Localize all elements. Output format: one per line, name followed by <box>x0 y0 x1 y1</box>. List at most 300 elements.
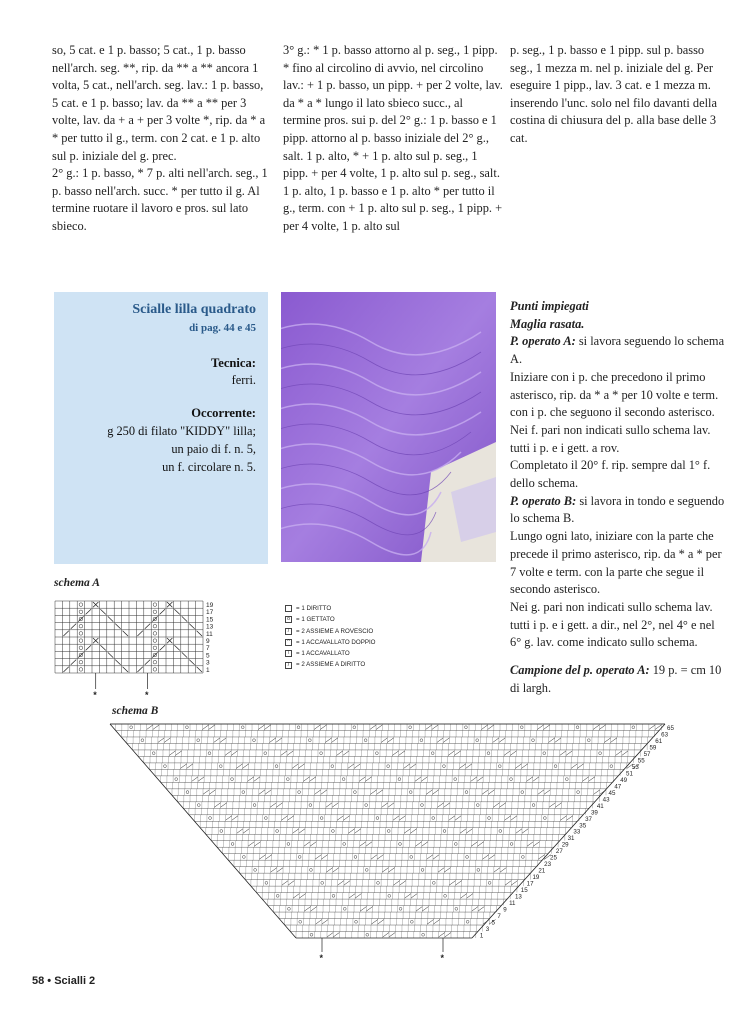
decrease-stitch-mark <box>649 725 655 729</box>
decrease-stitch-mark <box>189 624 194 629</box>
decrease-stitch-mark <box>366 907 372 911</box>
decrease-stitch-mark <box>202 725 208 729</box>
decrease-stitch-mark <box>567 816 573 820</box>
yarn-over-mark <box>309 804 312 807</box>
decrease-stitch-mark <box>254 842 260 846</box>
decrease-stitch-mark <box>444 803 450 807</box>
decrease-stitch-mark <box>192 777 198 781</box>
decrease-stitch-mark <box>527 777 533 781</box>
yarn-over-mark <box>455 907 458 910</box>
decrease-stitch-mark <box>137 631 142 636</box>
yarn-over-mark <box>377 881 380 884</box>
heading: Punti impiegati <box>510 299 589 313</box>
row-number: 25 <box>550 854 557 862</box>
yarn-over-mark <box>286 778 289 781</box>
decrease-stitch-mark <box>137 667 142 672</box>
decrease-stitch-mark <box>299 829 305 833</box>
row-number: 31 <box>567 835 575 843</box>
yarn-over-mark <box>288 907 291 910</box>
decrease-stitch-mark <box>332 738 338 742</box>
decrease-stitch-mark <box>515 764 521 768</box>
yarn-over-mark <box>465 726 468 729</box>
decrease-stitch-mark <box>160 609 165 614</box>
decrease-stitch-mark <box>182 616 187 621</box>
row-number: 19 <box>206 602 214 609</box>
decrease-stitch-mark <box>392 751 398 755</box>
decrease-stitch-mark <box>214 803 220 807</box>
decrease-stitch-mark <box>354 764 360 768</box>
decrease-stitch-mark <box>466 829 472 833</box>
yarn-over-mark <box>520 726 523 729</box>
row-number: 1 <box>206 666 210 674</box>
row-number: 61 <box>655 737 663 745</box>
row-number: 17 <box>206 609 214 617</box>
decrease-stitch-mark <box>376 725 382 729</box>
yarn-over-mark <box>242 791 245 794</box>
decrease-stitch-mark <box>467 894 473 898</box>
decrease-stitch-mark <box>477 842 483 846</box>
paragraph: Lungo ogni lato, iniziare con la parte che precede il primo asterisco, rip. da * a * per 7 volte e term. con la parte che segue il secondo asterisco. <box>510 529 722 597</box>
decrease-stitch-mark <box>426 790 432 794</box>
paragraph <box>510 662 728 697</box>
paragraph: so, 5 cat. e 1 p. basso; 5 cat., 1 p. basso nell'arch. seg. **, rip. da ** a ** ancora 1 volta, 5 cat., nell'arch. seg. lav.: 1 p. basso, 5 cat. e 1 p. basso; lav. da ** a ** per 3 volte, lav. da + a + per 3 volte *, rip. da * a * per tutto il g., term. con 2 cat. e 1 p. alto sul p. iniziale del g. prec. <box>52 43 266 163</box>
yarn-over-mark <box>79 639 83 643</box>
yarn-over-mark <box>610 765 613 768</box>
decrease-stitch-mark <box>100 609 105 614</box>
yarn-over-mark <box>298 856 301 859</box>
row-number: 11 <box>206 630 213 638</box>
decrease-stitch-mark <box>493 738 499 742</box>
pattern-pages: di pag. 44 e 45 <box>189 322 256 334</box>
purl-two-together-symbol-icon: / <box>285 628 292 635</box>
yarn-over-mark <box>153 610 157 614</box>
yarn-over-mark <box>355 920 358 923</box>
decrease-stitch-mark <box>426 725 432 729</box>
decrease-stitch-mark <box>348 829 354 833</box>
decrease-stitch-mark <box>160 645 165 650</box>
yarn-over-mark <box>231 778 234 781</box>
yarn-over-mark <box>298 791 301 794</box>
row-number: 13 <box>514 893 522 901</box>
yarn-over-mark <box>420 739 423 742</box>
decrease-stitch-mark <box>505 816 511 820</box>
decrease-stitch-mark <box>147 725 153 729</box>
decrease-stitch-mark <box>482 790 488 794</box>
decrease-stitch-mark <box>325 738 331 742</box>
yarn-over-mark <box>410 856 413 859</box>
decrease-stitch-mark <box>189 660 194 665</box>
yarn-over-mark <box>354 856 357 859</box>
stitch-instructions <box>510 298 728 697</box>
yarn-over-mark <box>353 726 356 729</box>
decrease-stitch-mark <box>500 868 506 872</box>
decrease-stitch-mark <box>220 738 226 742</box>
yarn-over-mark <box>466 856 469 859</box>
decrease-stitch-mark <box>454 751 460 755</box>
decrease-stitch-mark <box>337 751 343 755</box>
yarn-over-mark <box>466 920 469 923</box>
row-number: 57 <box>643 750 651 758</box>
decrease-stitch-mark <box>405 894 411 898</box>
decrease-stitch-mark <box>304 907 310 911</box>
yarn-over-mark <box>565 778 568 781</box>
decrease-stitch-mark <box>276 738 282 742</box>
decrease-stitch-mark <box>153 725 159 729</box>
decrease-stitch-mark <box>571 764 577 768</box>
yarn-over-mark <box>231 843 234 846</box>
decrease-stitch-mark <box>333 868 339 872</box>
double-decrease-symbol-icon: ^ <box>285 639 292 646</box>
chart-border <box>472 724 665 938</box>
decrease-stitch-mark <box>360 907 366 911</box>
decrease-stitch-mark <box>314 725 320 729</box>
decrease-stitch-mark <box>478 907 484 911</box>
decrease-stitch-mark <box>220 803 226 807</box>
decrease-stitch-mark <box>521 764 527 768</box>
decrease-stitch-mark <box>271 868 277 872</box>
decrease-stitch-mark <box>366 842 372 846</box>
row-number: 45 <box>608 789 616 797</box>
row-number: 55 <box>637 757 645 765</box>
row-number: 17 <box>526 880 534 888</box>
row-number: 7 <box>497 913 501 921</box>
decrease-stitch-mark <box>488 725 494 729</box>
paragraph: Iniziare con i p. che precedono il primo asterisco, rip. da * a * per 10 volte e term. con i p. che seguono il secondo asterisco. Nei f. pari non indicati sullo schema lav. tutti i p. e i gett. a rov. <box>510 369 719 455</box>
decrease-stitch-mark <box>432 725 438 729</box>
decrease-stitch-mark <box>115 624 120 629</box>
row-number: 5 <box>491 919 495 927</box>
decrease-stitch-mark <box>537 725 543 729</box>
decrease-stitch-mark <box>566 751 572 755</box>
decrease-stitch-mark <box>599 725 605 729</box>
decrease-stitch-mark <box>421 777 427 781</box>
decrease-stitch-mark <box>86 609 91 614</box>
yarn-over-mark <box>264 817 267 820</box>
decrease-stitch-mark <box>415 777 421 781</box>
decrease-stitch-mark <box>437 738 443 742</box>
decrease-stitch-mark <box>242 764 248 768</box>
decrease-stitch-mark <box>86 645 91 650</box>
decrease-stitch-mark <box>432 790 438 794</box>
row-number: 1 <box>479 932 484 940</box>
yarn-over-mark <box>79 603 83 607</box>
yarn-over-mark <box>388 894 391 897</box>
yarn-over-mark <box>186 726 189 729</box>
row-number: 19 <box>532 874 540 882</box>
decrease-stitch-mark <box>299 894 305 898</box>
yarn-over-mark <box>454 843 457 846</box>
decrease-stitch-mark <box>527 842 533 846</box>
decrease-stitch-mark <box>387 738 393 742</box>
text-column-2 <box>283 42 503 236</box>
decrease-stitch-mark <box>248 777 254 781</box>
tecnica-label: Tecnica: <box>210 356 256 370</box>
decrease-stitch-mark <box>322 920 328 924</box>
heading: Maglia rasata. <box>510 316 585 331</box>
row-number: 37 <box>585 815 593 823</box>
yarn-over-mark <box>632 726 635 729</box>
decrease-stitch-mark <box>549 803 555 807</box>
decrease-stitch-mark <box>288 881 294 885</box>
legend-item: o = 1 GETTATO <box>285 614 376 625</box>
decrease-stitch-mark <box>326 868 332 872</box>
paragraph <box>510 493 728 528</box>
yarn-over-mark <box>332 830 335 833</box>
decrease-stitch-mark <box>327 933 333 937</box>
row-number: 35 <box>579 822 587 830</box>
yarn-over-mark <box>241 726 244 729</box>
row-number: 49 <box>620 776 628 784</box>
yarn-over-mark <box>521 791 524 794</box>
yarn-over-mark <box>264 752 267 755</box>
yarn-over-mark <box>153 660 157 664</box>
decrease-stitch-mark <box>123 667 128 672</box>
decrease-stitch-mark <box>321 790 327 794</box>
yarn-over-mark <box>153 632 157 636</box>
decrease-stitch-mark <box>203 790 209 794</box>
decrease-stitch-mark <box>594 790 600 794</box>
decrease-stitch-mark <box>393 816 399 820</box>
text-column-3 <box>510 42 728 148</box>
decrease-stitch-mark <box>510 751 516 755</box>
knit-two-together-symbol-icon: / <box>285 662 292 669</box>
row-number: 53 <box>631 763 639 771</box>
decrease-stitch-mark <box>382 868 388 872</box>
decrease-stitch-mark <box>416 907 422 911</box>
text: si lavora in tondo e seguendo lo schema B. <box>510 493 725 526</box>
decrease-stitch-mark <box>477 777 483 781</box>
yarn-over-mark <box>375 752 378 755</box>
decrease-stitch-mark <box>209 725 215 729</box>
decrease-stitch-mark <box>372 920 378 924</box>
row-number: 15 <box>206 616 214 624</box>
decrease-stitch-mark <box>282 881 288 885</box>
yarn-over-mark <box>254 869 257 872</box>
decrease-stitch-mark <box>370 790 376 794</box>
yarn-over-mark <box>443 830 446 833</box>
decrease-stitch-mark <box>348 764 354 768</box>
decrease-stitch-mark <box>449 816 455 820</box>
yarn-over-mark <box>320 752 323 755</box>
decrease-stitch-mark <box>174 645 179 650</box>
decrease-stitch-mark <box>456 881 462 885</box>
decrease-stitch-mark <box>265 790 271 794</box>
yarn-over-mark <box>320 817 323 820</box>
yarn-over-mark <box>465 791 468 794</box>
decrease-stitch-mark <box>444 868 450 872</box>
repeat-asterisk: * <box>440 953 445 963</box>
decrease-stitch-mark <box>344 881 350 885</box>
schema-b-label: schema B <box>112 705 159 717</box>
legend-item: \ = 1 ACCAVALLATO <box>285 648 376 659</box>
row-number: 15 <box>520 887 528 895</box>
label: P. operato B: <box>510 493 577 508</box>
decrease-stitch-mark <box>174 609 179 614</box>
yarn-over-mark <box>577 791 580 794</box>
decrease-stitch-mark <box>145 660 150 665</box>
decrease-stitch-mark <box>303 777 309 781</box>
decrease-stitch-mark <box>100 645 105 650</box>
decrease-stitch-mark <box>415 842 421 846</box>
decrease-stitch-mark <box>449 881 455 885</box>
yarn-over-mark <box>476 739 479 742</box>
yarn-over-mark <box>186 791 189 794</box>
yarn-over-mark <box>587 739 590 742</box>
paragraph: Nei g. pari non indicati sullo schema lav. tutti i p. e i gett. a dir., nel 2°, nel 4° e nel 6° g. lav. come indicato sullo schema. <box>510 599 715 650</box>
row-number: 47 <box>614 783 622 791</box>
decrease-stitch-mark <box>411 894 417 898</box>
yarn-over-mark <box>308 739 311 742</box>
decrease-stitch-mark <box>298 764 304 768</box>
row-number: 33 <box>573 828 581 836</box>
yarn-over-mark <box>410 920 413 923</box>
decrease-stitch-mark <box>399 751 405 755</box>
yarn-over-mark <box>276 830 279 833</box>
decrease-stitch-mark <box>410 764 416 768</box>
knit-symbol-icon <box>285 605 292 612</box>
occorrente-line: un paio di f. n. 5, <box>171 442 256 456</box>
yarn-over-mark <box>421 804 424 807</box>
decrease-stitch-mark <box>543 725 549 729</box>
yarn-over-mark <box>276 894 279 897</box>
yarn-over-mark <box>521 856 524 859</box>
decrease-stitch-mark <box>226 816 232 820</box>
page-footer: 58 • Scialli 2 <box>32 975 96 987</box>
shawl-photo <box>281 292 496 562</box>
decrease-stitch-mark <box>231 751 237 755</box>
yarn-over-mark <box>197 804 200 807</box>
slip-decrease-symbol-icon: \ <box>285 650 292 657</box>
yarn-over-mark <box>387 765 390 768</box>
row-number: 51 <box>626 770 633 778</box>
decrease-stitch-mark <box>276 803 282 807</box>
decrease-stitch-mark <box>214 738 220 742</box>
yarn-over-mark <box>498 765 501 768</box>
yarn-over-mark <box>443 765 446 768</box>
yarn-over-mark <box>153 603 157 607</box>
label: Campione del p. operato A: <box>510 663 650 678</box>
yarn-over-mark <box>543 752 546 755</box>
decrease-stitch-mark <box>422 842 428 846</box>
decrease-stitch-mark <box>455 816 461 820</box>
decrease-stitch-mark <box>287 751 293 755</box>
decrease-stitch-mark <box>355 829 361 833</box>
decrease-stitch-mark <box>332 803 338 807</box>
yarn-over-mark <box>297 726 300 729</box>
yarn-over-mark <box>576 726 579 729</box>
decrease-stitch-mark <box>377 855 383 859</box>
decrease-stitch-mark <box>377 790 383 794</box>
occorrente-line: un f. circolare n. 5. <box>162 460 256 474</box>
decrease-stitch-mark <box>326 803 332 807</box>
decrease-stitch-mark <box>516 829 522 833</box>
yarn-over-symbol-icon: o <box>285 616 292 623</box>
yarn-over-mark <box>152 752 155 755</box>
decrease-stitch-mark <box>511 881 517 885</box>
yarn-over-mark <box>422 933 425 936</box>
yarn-over-mark <box>275 765 278 768</box>
yarn-over-mark <box>343 907 346 910</box>
yarn-over-mark <box>299 920 302 923</box>
yarn-over-mark <box>79 624 83 628</box>
yarn-over-mark <box>543 817 546 820</box>
schema-a-label: schema A <box>54 577 100 589</box>
yarn-over-mark <box>79 610 83 614</box>
text-column-1 <box>52 42 272 236</box>
yarn-over-mark <box>342 778 345 781</box>
decrease-stitch-mark <box>544 790 550 794</box>
decrease-stitch-mark <box>225 751 231 755</box>
decrease-stitch-mark <box>471 842 477 846</box>
label: P. operato A: <box>510 334 576 349</box>
text: si lavora seguendo lo schema A. <box>510 334 725 367</box>
yarn-over-mark <box>421 869 424 872</box>
yarn-over-mark <box>153 639 157 643</box>
decrease-stitch-mark <box>197 631 202 636</box>
decrease-stitch-mark <box>321 855 327 859</box>
row-number: 29 <box>561 841 569 849</box>
decrease-stitch-mark <box>158 738 164 742</box>
decrease-stitch-mark <box>443 738 449 742</box>
yarn-over-mark <box>399 907 402 910</box>
decrease-stitch-mark <box>288 816 294 820</box>
decrease-stitch-mark <box>315 790 321 794</box>
decrease-stitch-mark <box>281 816 287 820</box>
row-number: 13 <box>206 623 214 631</box>
legend-item: = 1 DIRITTO <box>285 603 376 614</box>
decrease-stitch-mark <box>333 933 339 937</box>
decrease-stitch-mark <box>316 920 322 924</box>
repeat-asterisk: * <box>319 953 324 963</box>
yarn-over-mark <box>265 881 268 884</box>
yarn-over-mark <box>366 933 369 936</box>
yarn-over-mark <box>310 869 313 872</box>
decrease-stitch-mark <box>320 725 326 729</box>
decrease-stitch-mark <box>488 790 494 794</box>
yarn-over-mark <box>532 739 535 742</box>
decrease-stitch-mark <box>493 803 499 807</box>
decrease-stitch-mark <box>315 855 321 859</box>
yarn-over-mark <box>488 817 491 820</box>
occorrente-label: Occorrente: <box>191 406 256 420</box>
decrease-stitch-mark <box>481 725 487 729</box>
decrease-stitch-mark <box>427 920 433 924</box>
decrease-stitch-mark <box>198 777 204 781</box>
decrease-stitch-mark <box>533 842 539 846</box>
pattern-info-box <box>54 292 268 564</box>
decrease-stitch-mark <box>370 725 376 729</box>
decrease-stitch-mark <box>197 667 202 672</box>
decrease-stitch-mark <box>266 855 272 859</box>
decrease-stitch-mark <box>63 631 68 636</box>
decrease-stitch-mark <box>616 751 622 755</box>
row-number: 9 <box>206 638 210 645</box>
decrease-stitch-mark <box>399 816 405 820</box>
decrease-stitch-mark <box>611 738 617 742</box>
decrease-stitch-mark <box>277 868 283 872</box>
yarn-over-mark <box>510 778 513 781</box>
decrease-stitch-mark <box>383 933 389 937</box>
decrease-stitch-mark <box>360 842 366 846</box>
yarn-over-mark <box>532 804 535 807</box>
decrease-stitch-mark <box>511 816 517 820</box>
decrease-stitch-mark <box>622 751 628 755</box>
yarn-over-mark <box>253 739 256 742</box>
yarn-over-mark <box>287 843 290 846</box>
legend-item: ^ = 1 ACCAVALLATO DOPPIO <box>285 637 376 648</box>
yarn-over-mark <box>310 933 313 936</box>
yarn-over-mark <box>409 726 412 729</box>
